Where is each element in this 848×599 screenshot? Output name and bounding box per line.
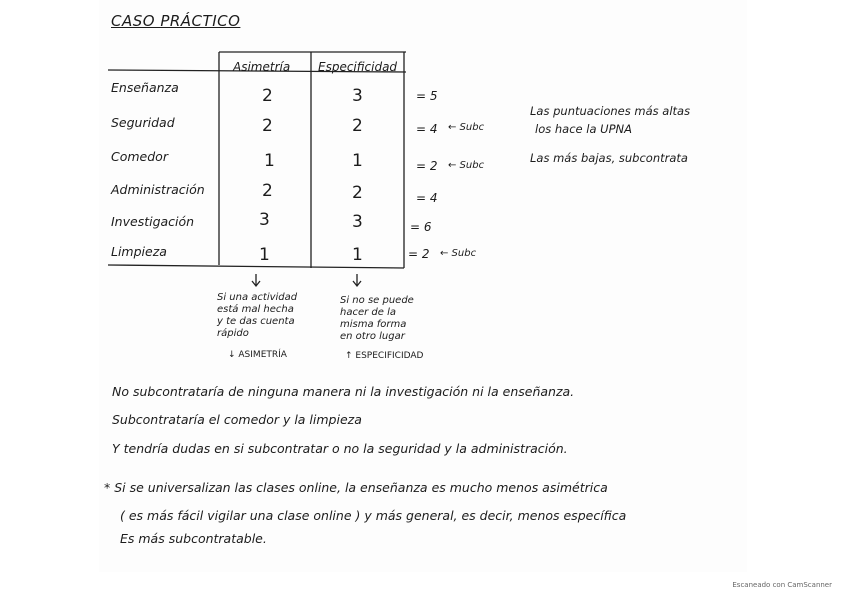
subcontract-mark: ← Subc: [448, 122, 485, 133]
cell-especificidad: 2: [352, 116, 363, 136]
cell-especificidad: 1: [352, 151, 363, 171]
row-total: = 5: [416, 89, 438, 103]
subcontract-mark: ← Subc: [448, 160, 485, 171]
row-label: Administración: [111, 182, 205, 197]
row-label: Seguridad: [111, 115, 175, 130]
conclusion-line: * Si se universalizan las clases online, la enseñanza es mucho menos asimétrica: [104, 480, 608, 495]
tag-asimetria: ↓ ASIMETRÍA: [228, 350, 287, 360]
row-total: = 4: [416, 122, 438, 136]
header-asimetria: Asimetría: [233, 60, 291, 74]
row-total: = 2: [408, 247, 430, 261]
side-note: Las puntuaciones más altas: [530, 104, 691, 118]
note-especificidad: Si no se puede hacer de la misma forma en otro lugar: [340, 295, 414, 342]
conclusion-line: Subcontrataría el comedor y la limpieza: [112, 412, 362, 427]
subcontract-mark: ← Subc: [440, 248, 477, 259]
conclusion-line: ( es más fácil vigilar una clase online ) y más general, es decir, menos específica: [120, 508, 627, 523]
scanner-watermark: Escaneado con CamScanner: [732, 581, 832, 589]
cell-especificidad: 2: [352, 183, 363, 203]
row-label: Investigación: [111, 214, 195, 229]
conclusion-line: Es más subcontratable.: [120, 531, 267, 546]
page-title: CASO PRÁCTICO: [111, 12, 241, 30]
row-label: Enseñanza: [111, 80, 179, 95]
row-label: Comedor: [111, 149, 168, 164]
row-total: = 6: [410, 220, 432, 234]
row-total: = 4: [416, 191, 438, 205]
cell-asimetria: 1: [259, 245, 270, 265]
note-asimetria: Si una actividad está mal hecha y te das cuenta rápido: [217, 292, 298, 339]
header-especificidad: Especificidad: [318, 60, 398, 74]
cell-asimetria: 2: [262, 86, 273, 106]
cell-asimetria: 2: [262, 116, 273, 136]
side-note: Las más bajas, subcontrata: [530, 151, 688, 165]
cell-especificidad: 1: [352, 245, 363, 265]
cell-asimetria: 3: [259, 210, 270, 230]
cell-especificidad: 3: [352, 212, 363, 232]
conclusion-line: Y tendría dudas en si subcontratar o no la seguridad y la administración.: [112, 441, 568, 456]
cell-especificidad: 3: [352, 86, 363, 106]
tag-especificidad: ↑ ESPECIFICIDAD: [345, 351, 424, 361]
row-label: Limpieza: [111, 244, 167, 259]
conclusion-line: No subcontrataría de ninguna manera ni la investigación ni la enseñanza.: [112, 384, 575, 399]
row-total: = 2: [416, 159, 438, 173]
cell-asimetria: 1: [264, 151, 275, 171]
cell-asimetria: 2: [262, 181, 273, 201]
side-note: los hace la UPNA: [535, 122, 632, 136]
